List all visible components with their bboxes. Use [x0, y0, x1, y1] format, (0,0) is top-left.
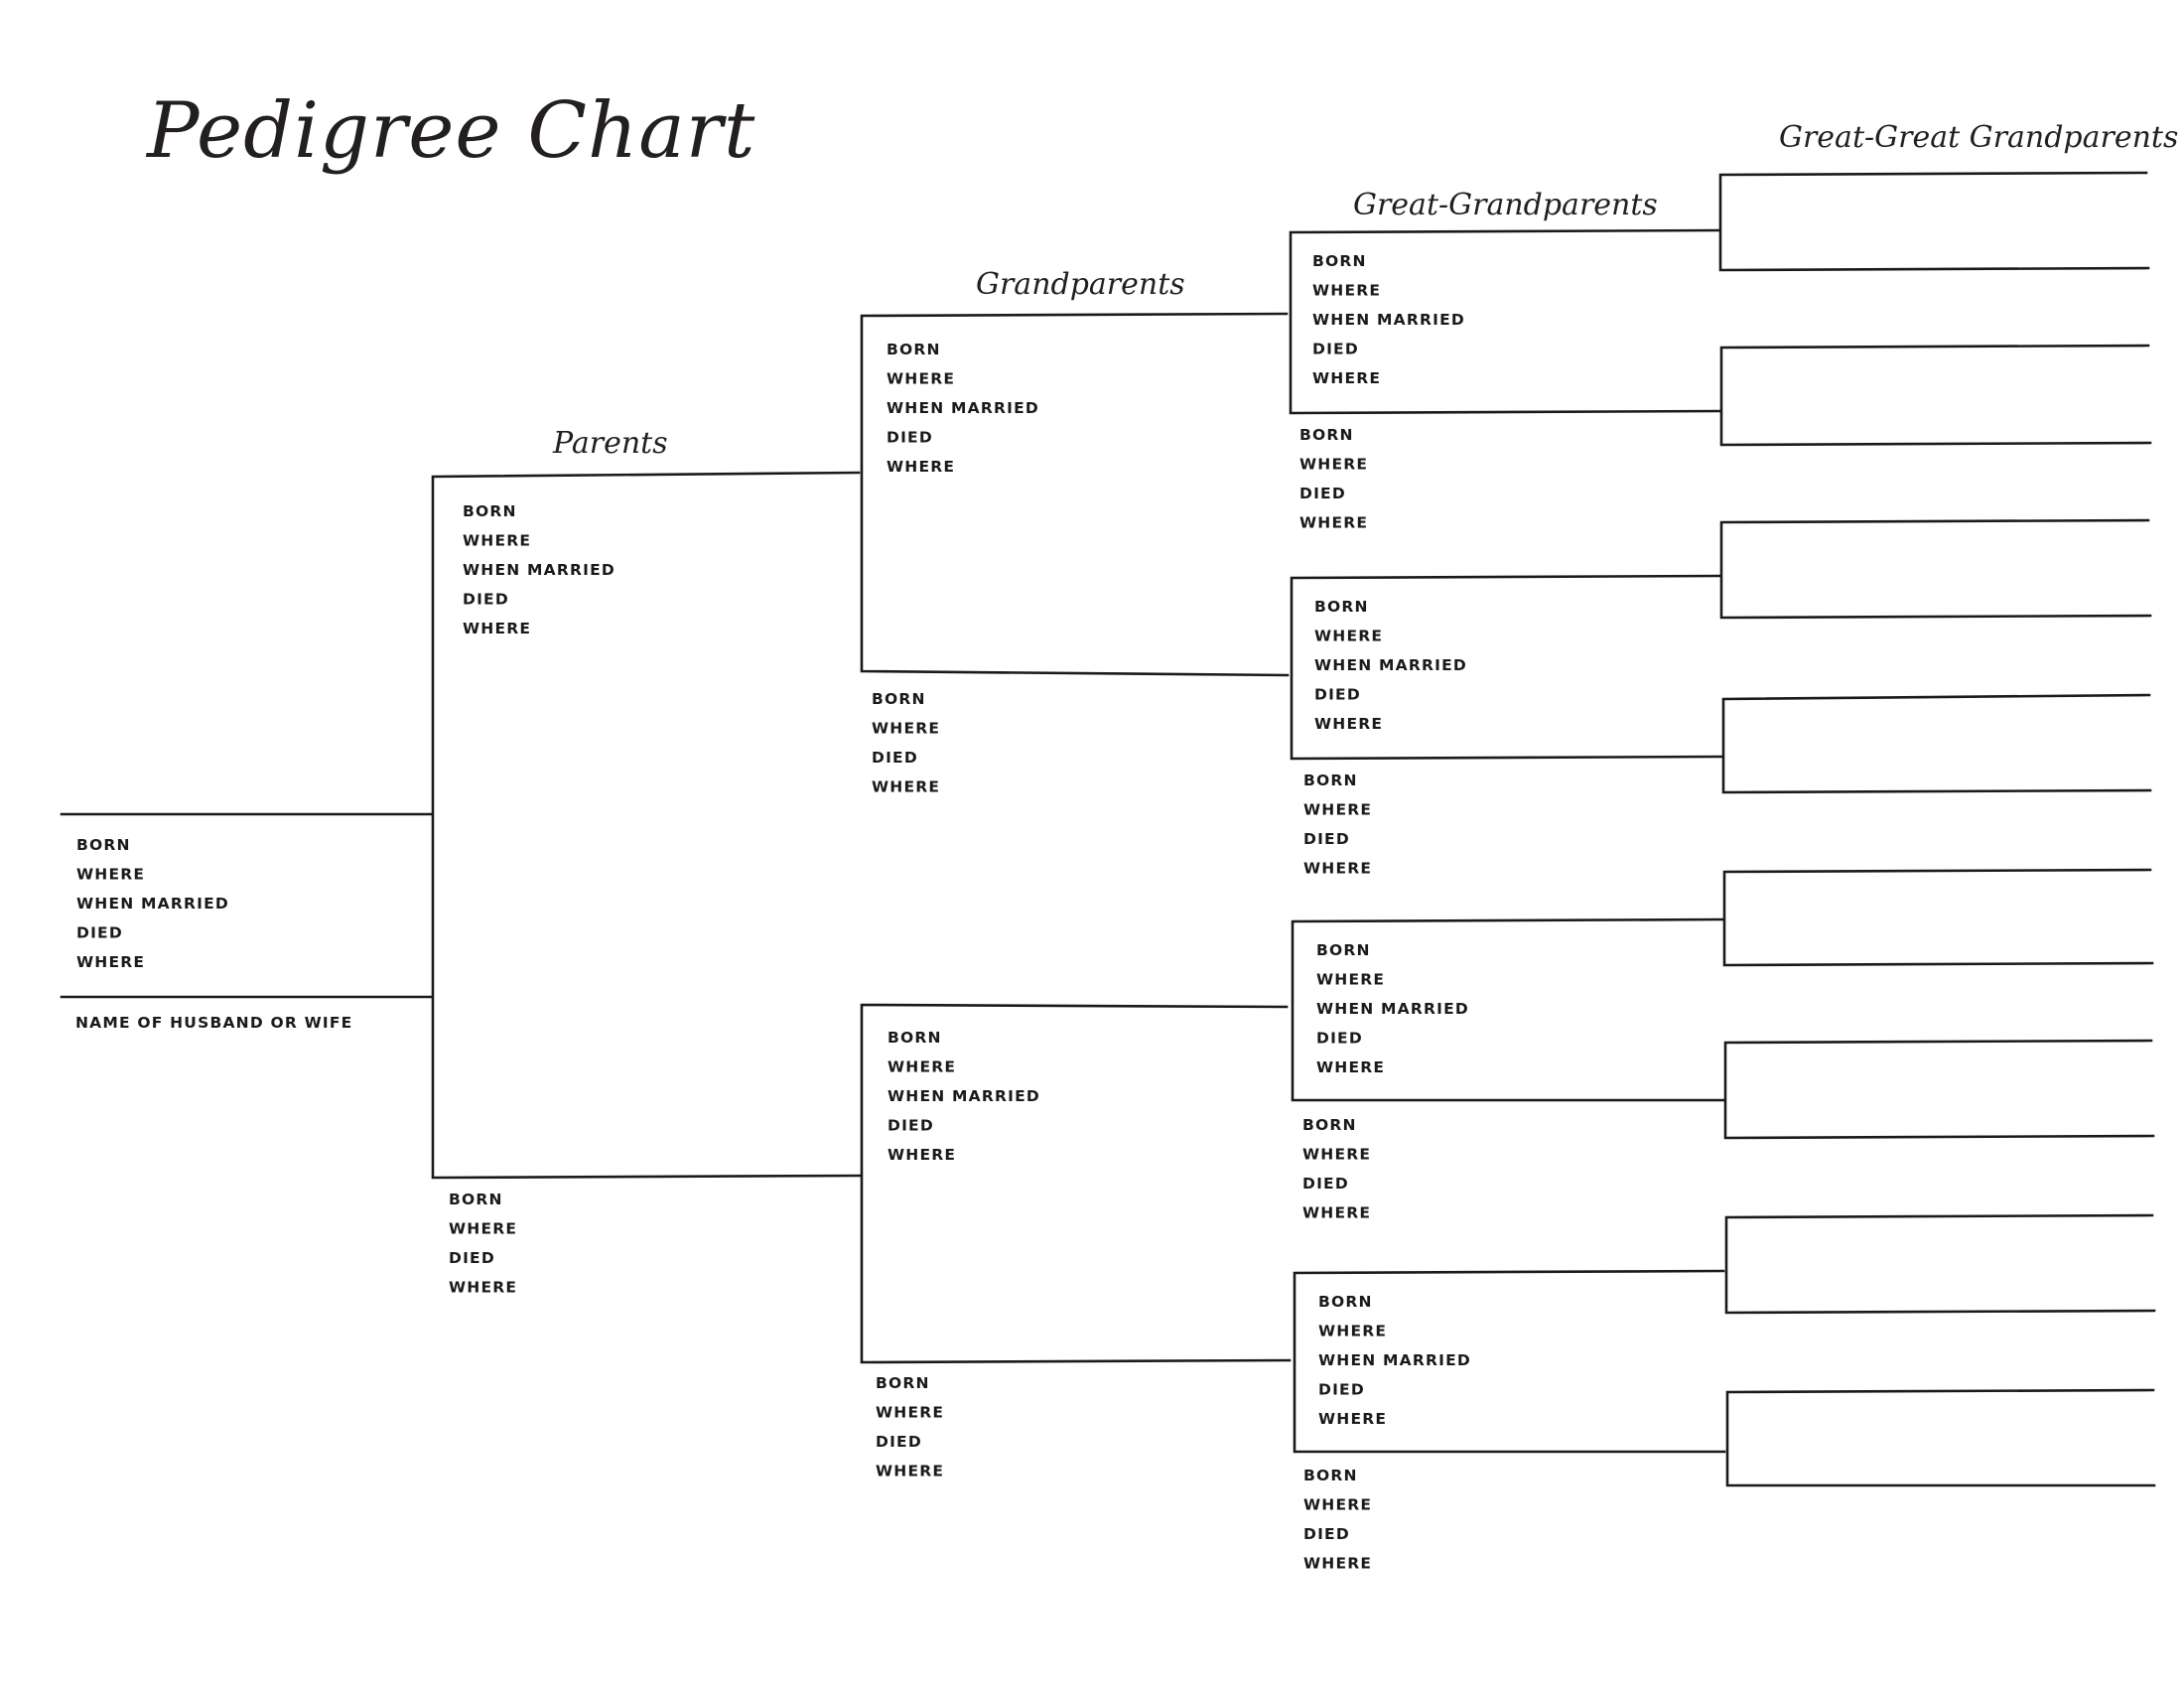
- field-label-when-married: WHEN MARRIED: [887, 1087, 1040, 1105]
- field-block-great-grandmother-2: [1303, 772, 1372, 878]
- bracket-lines: [62, 173, 2154, 1485]
- field-label-where: WHERE: [1303, 1554, 1373, 1573]
- field-label-born: BORN: [463, 502, 517, 520]
- field-label-born: BORN: [1299, 426, 1354, 444]
- field-label-when-married: WHEN MARRIED: [887, 399, 1039, 417]
- field-label-died: DIED: [1299, 485, 1346, 502]
- great-great-grandparents-bracket-2: [1721, 346, 2150, 445]
- field-block-maternal-grandmother: [876, 1374, 944, 1480]
- chart-title: Pedigree Chart: [147, 86, 756, 176]
- great-great-grandparents-bracket-4: [1723, 695, 2150, 792]
- field-label-born: BORN: [887, 1029, 942, 1047]
- field-label-where: WHERE: [876, 1403, 945, 1422]
- field-label-died: DIED: [1316, 1029, 1363, 1048]
- field-label-born: BORN: [1303, 772, 1358, 789]
- grandparents-bracket-paternal: [862, 314, 1288, 675]
- field-label-born: BORN: [872, 690, 926, 708]
- field-label-where: WHERE: [76, 865, 146, 884]
- field-label-born: BORN: [1303, 1467, 1358, 1484]
- field-label-died: DIED: [1314, 685, 1361, 704]
- generation-label-great-great-grandparents: Great-Great Grandparents: [1779, 120, 2179, 155]
- field-label-died: DIED: [1303, 830, 1350, 848]
- field-label-where: WHERE: [1302, 1145, 1372, 1164]
- field-label-where: WHERE: [463, 531, 532, 550]
- field-label-where: WHERE: [887, 369, 956, 388]
- field-label-where: WHERE: [449, 1278, 518, 1297]
- field-label-born: BORN: [1314, 598, 1369, 616]
- field-labels: [75, 252, 1471, 1573]
- field-block-great-grandfather-2: [1314, 598, 1467, 733]
- field-label-where: WHERE: [1316, 970, 1386, 989]
- field-block-great-grandmother-4: [1303, 1467, 1372, 1573]
- field-label-where: WHERE: [1303, 800, 1373, 819]
- field-label-where: WHERE: [1318, 1410, 1388, 1428]
- field-label-born: BORN: [1316, 941, 1371, 959]
- field-label-where: WHERE: [1312, 281, 1382, 300]
- field-label-where: WHERE: [872, 777, 941, 796]
- field-label-born: BORN: [1302, 1116, 1357, 1134]
- great-great-grandparents-bracket-8: [1727, 1390, 2154, 1485]
- field-label-died: DIED: [1318, 1380, 1365, 1399]
- field-label-born: BORN: [76, 836, 131, 854]
- field-label-when-married: WHEN MARRIED: [1314, 656, 1467, 674]
- field-label-spouse-name: NAME OF HUSBAND OR WIFE: [75, 1014, 353, 1032]
- field-label-when-married: WHEN MARRIED: [463, 561, 615, 579]
- great-great-grandparents-bracket-6: [1725, 1041, 2153, 1138]
- field-block-great-grandfather-4: [1318, 1293, 1471, 1428]
- field-label-where: WHERE: [1299, 455, 1369, 474]
- field-block-father: [463, 502, 615, 637]
- field-label-where: WHERE: [1312, 369, 1382, 387]
- field-label-born: BORN: [1318, 1293, 1373, 1311]
- field-label-where: WHERE: [1303, 859, 1373, 878]
- field-block-paternal-grandmother: [872, 690, 940, 796]
- field-label-where: WHERE: [1314, 627, 1384, 645]
- field-label-where: WHERE: [887, 458, 956, 476]
- field-label-where: WHERE: [1318, 1322, 1388, 1340]
- generation-label-grandparents: Grandparents: [976, 267, 1185, 302]
- field-label-born: BORN: [887, 341, 941, 358]
- field-block-great-grandmother-1: [1299, 426, 1368, 532]
- great-great-grandparents-bracket-3: [1721, 520, 2150, 618]
- field-block-great-grandfather-3: [1316, 941, 1469, 1076]
- field-label-died: DIED: [872, 749, 918, 767]
- field-label-where: WHERE: [872, 719, 941, 738]
- field-label-when-married: WHEN MARRIED: [76, 895, 229, 913]
- field-label-where: WHERE: [463, 620, 532, 637]
- field-block-subject: [76, 836, 229, 971]
- field-label-when-married: WHEN MARRIED: [1312, 311, 1465, 329]
- field-label-where: WHERE: [449, 1219, 518, 1238]
- field-label-when-married: WHEN MARRIED: [1318, 1351, 1471, 1369]
- field-label-died: DIED: [1312, 340, 1359, 358]
- field-label-died: DIED: [887, 1116, 934, 1135]
- generation-label-parents: Parents: [553, 426, 668, 461]
- field-label-born: BORN: [449, 1191, 503, 1208]
- great-great-grandparents-bracket-5: [1724, 870, 2152, 965]
- field-label-born: BORN: [1312, 252, 1367, 270]
- field-label-where: WHERE: [1299, 513, 1369, 532]
- field-label-born: BORN: [876, 1374, 930, 1392]
- field-label-died: DIED: [887, 428, 933, 447]
- field-label-died: DIED: [876, 1433, 922, 1451]
- field-label-where: WHERE: [1314, 715, 1384, 733]
- field-label-died: DIED: [463, 590, 509, 609]
- field-block-mother: [449, 1191, 517, 1297]
- field-label-died: DIED: [1302, 1175, 1349, 1193]
- field-label-where: WHERE: [1303, 1495, 1373, 1514]
- field-label-died: DIED: [449, 1249, 495, 1267]
- great-great-grandparents-bracket-1: [1720, 173, 2148, 270]
- field-label-where: WHERE: [76, 953, 146, 971]
- field-label-where: WHERE: [887, 1146, 957, 1164]
- field-block-paternal-grandfather: [887, 341, 1039, 476]
- field-label-died: DIED: [76, 923, 123, 942]
- field-block-maternal-grandfather: [887, 1029, 1040, 1164]
- field-label-where: WHERE: [1316, 1058, 1386, 1076]
- field-block-great-grandfather-1: [1312, 252, 1465, 387]
- great-great-grandparents-bracket-7: [1726, 1215, 2154, 1313]
- field-block-great-grandmother-3: [1302, 1116, 1371, 1222]
- field-label-when-married: WHEN MARRIED: [1316, 1000, 1469, 1018]
- field-label-where: WHERE: [1302, 1203, 1372, 1222]
- field-label-where: WHERE: [876, 1462, 945, 1480]
- field-label-where: WHERE: [887, 1057, 957, 1076]
- generation-label-great-grandparents: Great-Grandparents: [1353, 188, 1658, 222]
- field-label-died: DIED: [1303, 1525, 1350, 1543]
